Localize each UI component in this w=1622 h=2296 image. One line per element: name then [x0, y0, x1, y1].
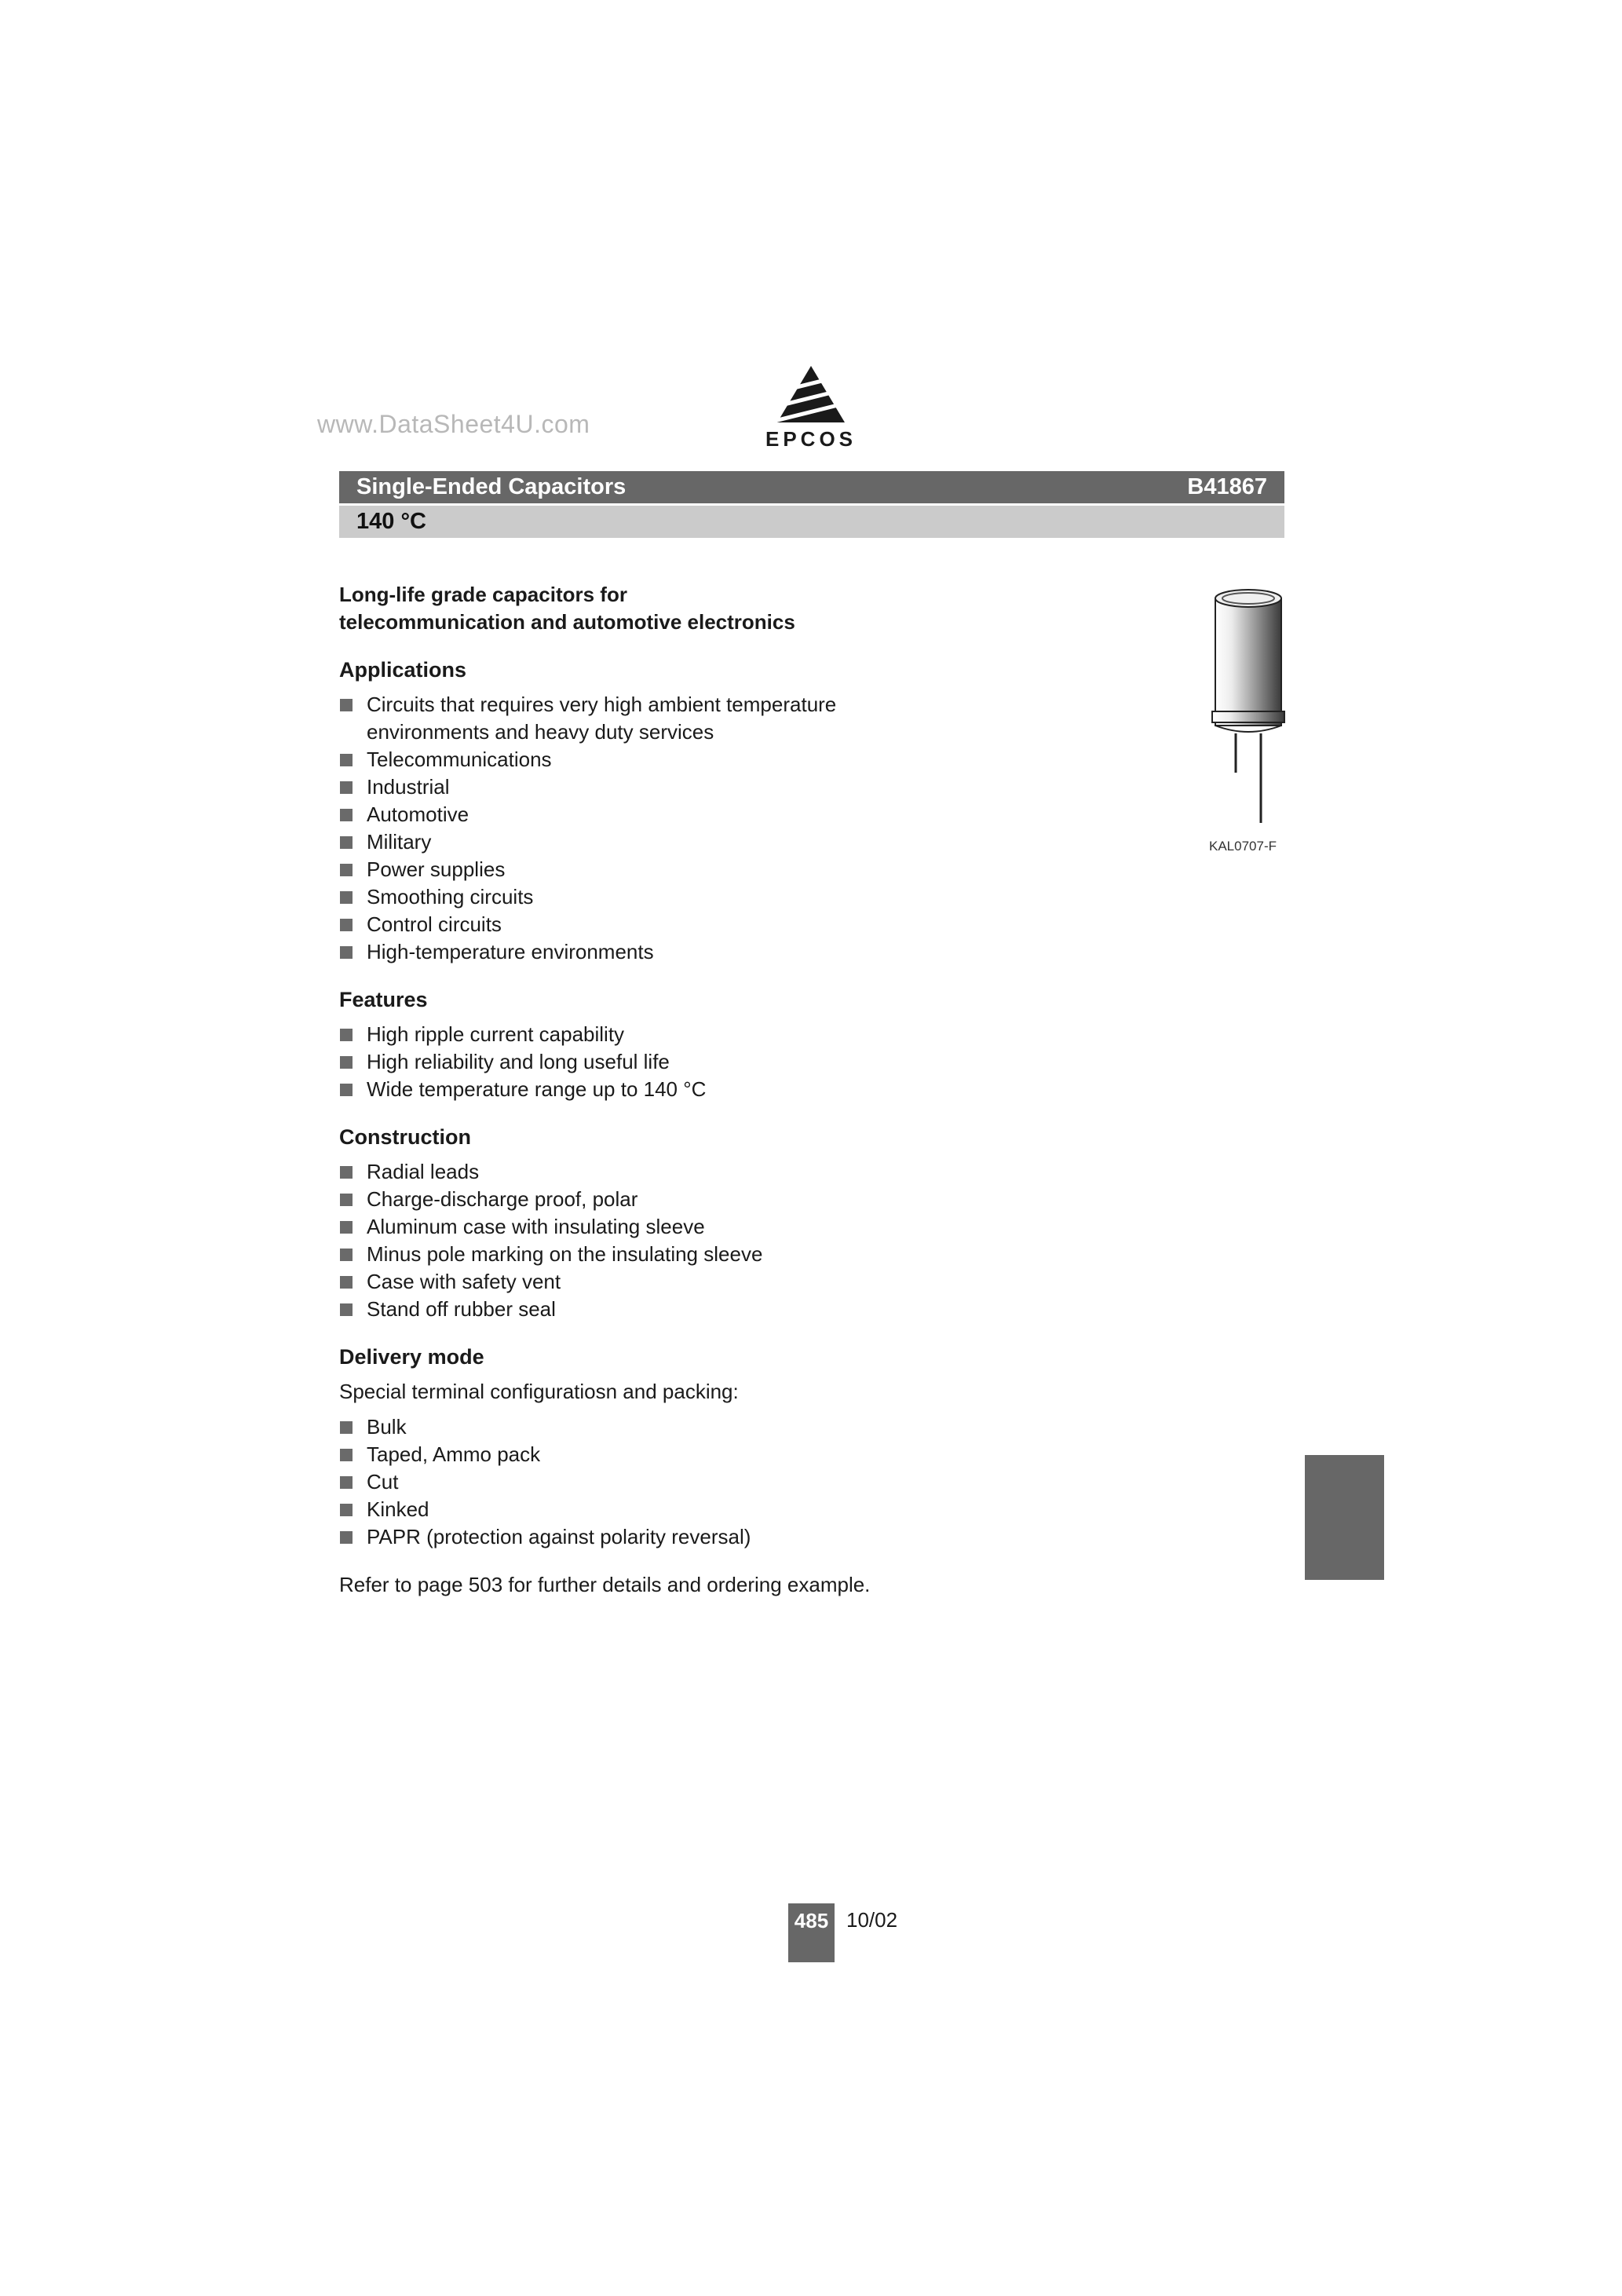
- list-item-text: Industrial: [367, 775, 450, 799]
- list-item-text: Case with safety vent: [367, 1270, 561, 1293]
- list-item-text: Telecommunications: [367, 748, 552, 771]
- bullet-square-icon: [340, 1029, 353, 1041]
- list-item-text: Kinked: [367, 1497, 429, 1521]
- temperature-rating: 140 °C: [356, 509, 426, 534]
- list-item: [339, 883, 1124, 911]
- bullet-square-icon: [340, 946, 353, 959]
- features-list: [339, 1021, 1124, 1103]
- list-item: [339, 801, 1124, 828]
- bullet-square-icon: [340, 754, 353, 766]
- list-item-text: High reliability and long useful life: [367, 1050, 670, 1073]
- list-item: [339, 1441, 1124, 1468]
- bullet-square-icon: [340, 1084, 353, 1096]
- list-item-text: Circuits that requires very high ambient temperature: [367, 693, 837, 716]
- list-item: [339, 773, 1124, 801]
- list-item-text: environments and heavy duty services: [367, 720, 714, 744]
- list-item: [339, 1468, 1124, 1496]
- page-date: 10/02: [846, 1908, 898, 1932]
- list-item: [339, 1021, 1124, 1048]
- list-item-text: Bulk: [367, 1415, 407, 1439]
- bullet-square-icon: [340, 1056, 353, 1069]
- list-item-text: Military: [367, 830, 432, 854]
- main-content: [339, 581, 1124, 1619]
- list-item-text: Minus pole marking on the insulating sleeve: [367, 1242, 763, 1266]
- features-heading: Features: [339, 988, 428, 1011]
- bullet-square-icon: [340, 1249, 353, 1261]
- list-item-text: Charge-discharge proof, polar: [367, 1187, 638, 1211]
- list-item: [339, 746, 1124, 773]
- list-item-text: Radial leads: [367, 1160, 480, 1183]
- applications-list: [339, 691, 1124, 966]
- list-item: [339, 1296, 1124, 1323]
- list-item: [339, 1213, 1124, 1241]
- bullet-square-icon: [340, 1531, 353, 1544]
- bullet-square-icon: [340, 1166, 353, 1179]
- product-title: Single-Ended Capacitors: [356, 474, 627, 499]
- list-item: [339, 691, 1124, 746]
- construction-section: [339, 1124, 1124, 1323]
- watermark: www.DataSheet4U.com: [317, 410, 590, 438]
- capacitor-figure: [1201, 587, 1295, 839]
- list-item-text: High ripple current capability: [367, 1022, 625, 1046]
- delivery-section: [339, 1344, 1124, 1551]
- bullet-square-icon: [340, 1449, 353, 1461]
- intro-line-2: telecommunication and automotive electronics: [339, 610, 795, 634]
- list-item: [339, 1413, 1124, 1441]
- list-item-text: Power supplies: [367, 857, 506, 881]
- figure-label: KAL0707-F: [1209, 839, 1277, 854]
- list-item: [339, 1186, 1124, 1213]
- bullet-square-icon: [340, 1221, 353, 1234]
- list-item-text: Taped, Ammo pack: [367, 1442, 541, 1466]
- title-bar: [339, 471, 1284, 503]
- list-item: [339, 1241, 1124, 1268]
- construction-list: [339, 1158, 1124, 1323]
- applications-section: [339, 656, 1124, 966]
- list-item-text: High-temperature environments: [367, 940, 654, 963]
- bullet-square-icon: [340, 891, 353, 904]
- epcos-logo-icon: [760, 363, 862, 426]
- bullet-square-icon: [340, 864, 353, 876]
- logo-text: EPCOS: [765, 427, 857, 451]
- list-item-text: Control circuits: [367, 912, 502, 936]
- bullet-square-icon: [340, 919, 353, 931]
- subtitle-bar: [339, 506, 1284, 538]
- page-number: 485: [788, 1903, 835, 1962]
- section-side-tab: [1305, 1455, 1384, 1580]
- bullet-square-icon: [340, 1504, 353, 1516]
- list-item-text: Wide temperature range up to 140 °C: [367, 1077, 707, 1101]
- construction-heading: Construction: [339, 1125, 471, 1149]
- bullet-square-icon: [340, 1303, 353, 1316]
- delivery-heading: Delivery mode: [339, 1345, 484, 1369]
- bullet-square-icon: [340, 809, 353, 821]
- bullet-square-icon: [340, 1276, 353, 1289]
- list-item: [339, 938, 1124, 966]
- list-item-text: Automotive: [367, 803, 469, 826]
- list-item-text: Cut: [367, 1470, 399, 1493]
- list-item-text: PAPR (protection against polarity reversal): [367, 1525, 751, 1548]
- intro-text: [339, 581, 1124, 636]
- bullet-square-icon: [340, 699, 353, 711]
- list-item: [339, 1048, 1124, 1076]
- list-item: [339, 1523, 1124, 1551]
- list-item: [339, 1158, 1124, 1186]
- list-item-text: Aluminum case with insulating sleeve: [367, 1215, 705, 1238]
- part-number: B41867: [1187, 474, 1267, 499]
- list-item: [339, 1268, 1124, 1296]
- features-section: [339, 986, 1124, 1103]
- bullet-square-icon: [340, 1476, 353, 1489]
- bullet-square-icon: [340, 781, 353, 794]
- capacitor-icon: [1201, 587, 1295, 839]
- bullet-square-icon: [340, 1194, 353, 1206]
- bullet-square-icon: [340, 836, 353, 849]
- list-item-text: Smoothing circuits: [367, 885, 534, 909]
- delivery-intro: Special terminal configuratiosn and packing:: [339, 1380, 739, 1403]
- list-item: [339, 1496, 1124, 1523]
- list-item: [339, 911, 1124, 938]
- reference-note: Refer to page 503 for further details and ordering example.: [339, 1573, 871, 1596]
- delivery-list: [339, 1413, 1124, 1551]
- epcos-logo: [760, 363, 862, 453]
- applications-heading: Applications: [339, 658, 467, 682]
- intro-line-1: Long-life grade capacitors for: [339, 583, 627, 606]
- bullet-square-icon: [340, 1421, 353, 1434]
- list-item-text: Stand off rubber seal: [367, 1297, 556, 1321]
- list-item: [339, 856, 1124, 883]
- list-item: [339, 1076, 1124, 1103]
- list-item: [339, 828, 1124, 856]
